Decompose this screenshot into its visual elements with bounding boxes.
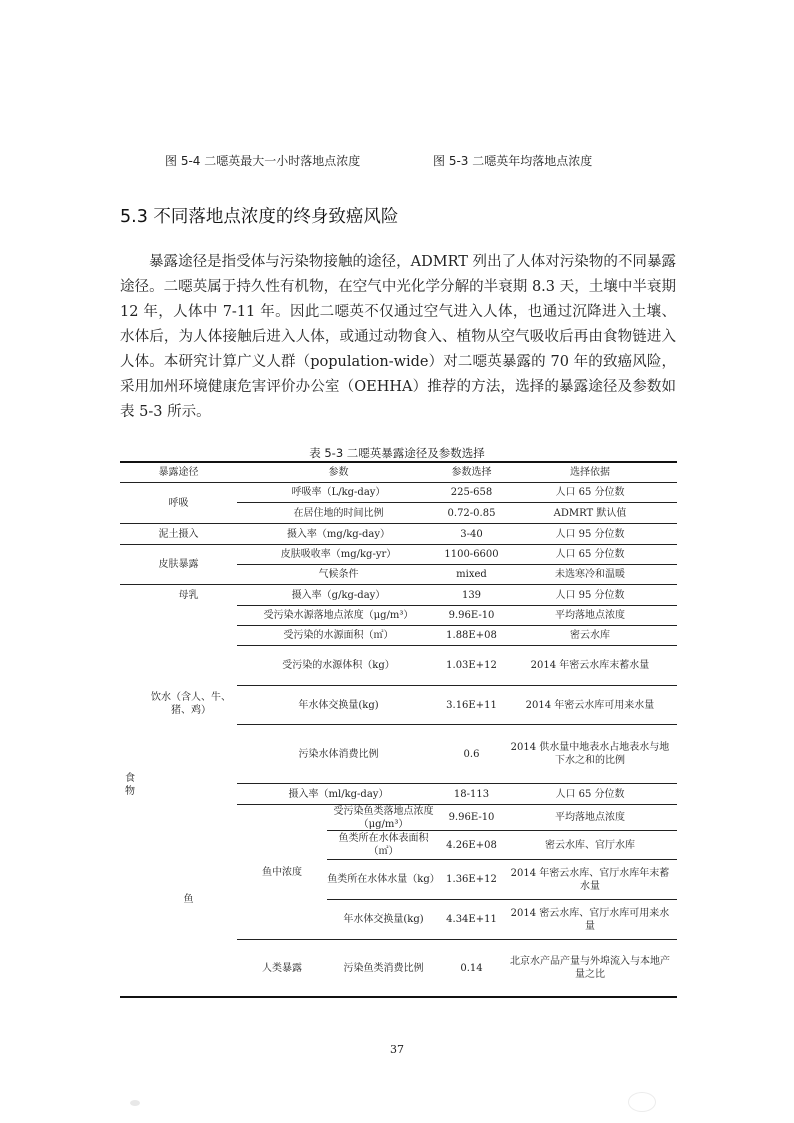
table-rule bbox=[237, 939, 677, 940]
page-number: 37 bbox=[390, 1043, 404, 1056]
row-basis: 密云水库、官厅水库 bbox=[545, 839, 635, 851]
row-basis: 人口 95 分位数 bbox=[555, 528, 625, 540]
row-param: 呼吸率（L/kg-day） bbox=[291, 487, 386, 498]
figure-caption-left: 图 5-4 二噁英最大一小时落地点浓度 bbox=[165, 154, 361, 168]
row-param: 摄入率（ml/kg-day） bbox=[288, 788, 389, 800]
row-basis: 2014 年密云水库可用来水量 bbox=[525, 699, 655, 711]
group-breast-milk: 母乳 bbox=[178, 589, 199, 601]
group-food: 食 物 bbox=[125, 773, 135, 797]
row-basis: 2014 供水量中地表水占地表水与地下水之和的比例 bbox=[510, 742, 670, 766]
section-title: 5.3 不同落地点浓度的终身致癌风险 bbox=[120, 207, 399, 227]
scan-mark bbox=[628, 1092, 656, 1112]
table-rule bbox=[237, 625, 677, 626]
row-basis: 人口 65 分位数 bbox=[555, 487, 625, 498]
row-param: 气候条件 bbox=[318, 569, 359, 580]
table-rule bbox=[120, 584, 677, 585]
table-rule bbox=[237, 724, 677, 725]
table-top-rule bbox=[120, 461, 677, 463]
header-basis: 选择依据 bbox=[570, 466, 610, 478]
table-rule bbox=[120, 523, 677, 524]
table-rule bbox=[327, 830, 677, 831]
row-value: 139 bbox=[461, 589, 482, 601]
row-value: 0.6 bbox=[463, 748, 480, 760]
row-basis: 2014 密云水库、官厅水库可用来水量 bbox=[510, 907, 670, 932]
header-parameter: 参数 bbox=[328, 466, 349, 478]
row-value: 1.88E+08 bbox=[446, 630, 497, 641]
group-human-exposure: 人类暴露 bbox=[262, 962, 302, 974]
group-soil: 泥土摄入 bbox=[158, 528, 199, 540]
row-value: 1100-6600 bbox=[444, 549, 499, 560]
table-rule bbox=[237, 605, 677, 606]
row-basis: 人口 65 分位数 bbox=[555, 549, 625, 560]
row-basis: 2014 年密云水库末蓄水量 bbox=[530, 660, 650, 671]
row-param: 受污染的水源体积（kg） bbox=[282, 660, 395, 671]
row-basis: 密云水库 bbox=[570, 630, 610, 641]
figure-caption-right: 图 5-3 二噁英年均落地点浓度 bbox=[433, 154, 593, 168]
group-skin: 皮肤暴露 bbox=[158, 559, 199, 570]
row-value: 225-658 bbox=[450, 487, 493, 498]
table-caption: 表 5-3 二噁英暴露途径及参数选择 bbox=[309, 446, 485, 460]
row-value: 4.34E+11 bbox=[446, 914, 497, 925]
row-value: 3-40 bbox=[460, 528, 483, 540]
row-value: 9.96E-10 bbox=[448, 610, 495, 621]
row-param: 皮肤吸收率（mg/kg-yr） bbox=[280, 549, 397, 560]
row-param: 受污染鱼类落地点浓度（μg/m³） bbox=[333, 805, 434, 830]
group-fish-concentration: 鱼中浓度 bbox=[262, 866, 302, 878]
row-value: 18-113 bbox=[453, 788, 490, 800]
row-basis: 北京水产品产量与外埠流入与本地产量之比 bbox=[510, 956, 670, 980]
row-value: 3.16E+11 bbox=[446, 699, 497, 711]
table-rule bbox=[327, 859, 677, 860]
table-rule bbox=[120, 544, 677, 545]
table-bottom-rule bbox=[120, 996, 677, 998]
row-basis: ADMRT 默认值 bbox=[553, 507, 627, 519]
row-param: 年水体交换量(kg) bbox=[343, 914, 424, 925]
table-rule bbox=[237, 783, 677, 784]
row-value: 0.14 bbox=[460, 962, 483, 974]
row-value: 1.36E+12 bbox=[446, 874, 497, 885]
table-rule bbox=[237, 804, 677, 805]
row-basis: 人口 95 分位数 bbox=[555, 589, 625, 601]
table-rule bbox=[237, 685, 677, 686]
row-param: 年水体交换量(kg) bbox=[298, 699, 379, 711]
body-paragraph: 暴露途径是指受体与污染物接触的途径，ADMRT 列出了人体对污染物的不同暴露途径。二噁英属于持久性有机物，在空气中光化学分解的半衰期 8.3 天，土壤中半衰期 12 年，人体中 7-11 年。因此二噁英不仅通过空气进入人体，也通过沉降进入土壤、水体后，为人体接触后进入人体，或通过动物食入、植物从空气吸收后再由食物链进入人体。本研究计算广义人群（population-wide）对二噁英暴露的 70 年的致癌风险，采用加州环境健康危害评价办公室（OEHHA）推荐的方法，选择的暴露途径及参数如表 5-3 所示。 bbox=[120, 254, 676, 420]
row-param: 鱼类所在水体水量（kg） bbox=[327, 874, 440, 885]
row-param: 摄入率（mg/kg-day） bbox=[286, 528, 391, 540]
row-param: 受污染水源落地点浓度（μg/m³） bbox=[263, 610, 414, 621]
group-breathing: 呼吸 bbox=[168, 497, 189, 509]
row-param: 污染鱼类消费比例 bbox=[343, 962, 424, 974]
row-value: 1.03E+12 bbox=[446, 660, 497, 671]
group-drinking-water: 饮水（含人、牛、猪、鸡） bbox=[151, 692, 231, 716]
row-value: 4.26E+08 bbox=[446, 839, 497, 851]
row-basis: 未选寒冷和温暖 bbox=[555, 569, 625, 580]
table-rule bbox=[237, 502, 677, 503]
table-rule bbox=[237, 645, 677, 646]
row-param: 鱼类所在水体表面积（㎡） bbox=[338, 833, 429, 857]
row-param: 污染水体消费比例 bbox=[298, 748, 379, 760]
row-basis: 2014 年密云水库、官厅水库年末蓄水量 bbox=[510, 867, 670, 892]
row-param: 受污染的水源面积（㎡） bbox=[283, 630, 394, 641]
header-exposure-path: 暴露途径 bbox=[158, 466, 199, 478]
header-selection: 参数选择 bbox=[451, 466, 492, 478]
row-basis: 人口 65 分位数 bbox=[555, 788, 625, 800]
row-param: 在居住地的时间比例 bbox=[293, 507, 384, 519]
row-basis: 平均落地点浓度 bbox=[555, 610, 625, 621]
scan-mark bbox=[130, 1100, 140, 1106]
row-value: mixed bbox=[456, 569, 487, 580]
row-value: 9.96E-10 bbox=[448, 812, 495, 823]
table-rule bbox=[327, 899, 677, 900]
table-header-rule bbox=[120, 482, 677, 483]
row-param: 摄入率（g/kg-day） bbox=[291, 589, 386, 601]
row-value: 0.72-0.85 bbox=[447, 507, 496, 519]
row-basis: 平均落地点浓度 bbox=[555, 812, 625, 823]
group-fish: 鱼 bbox=[183, 893, 194, 905]
table-rule bbox=[237, 564, 677, 565]
